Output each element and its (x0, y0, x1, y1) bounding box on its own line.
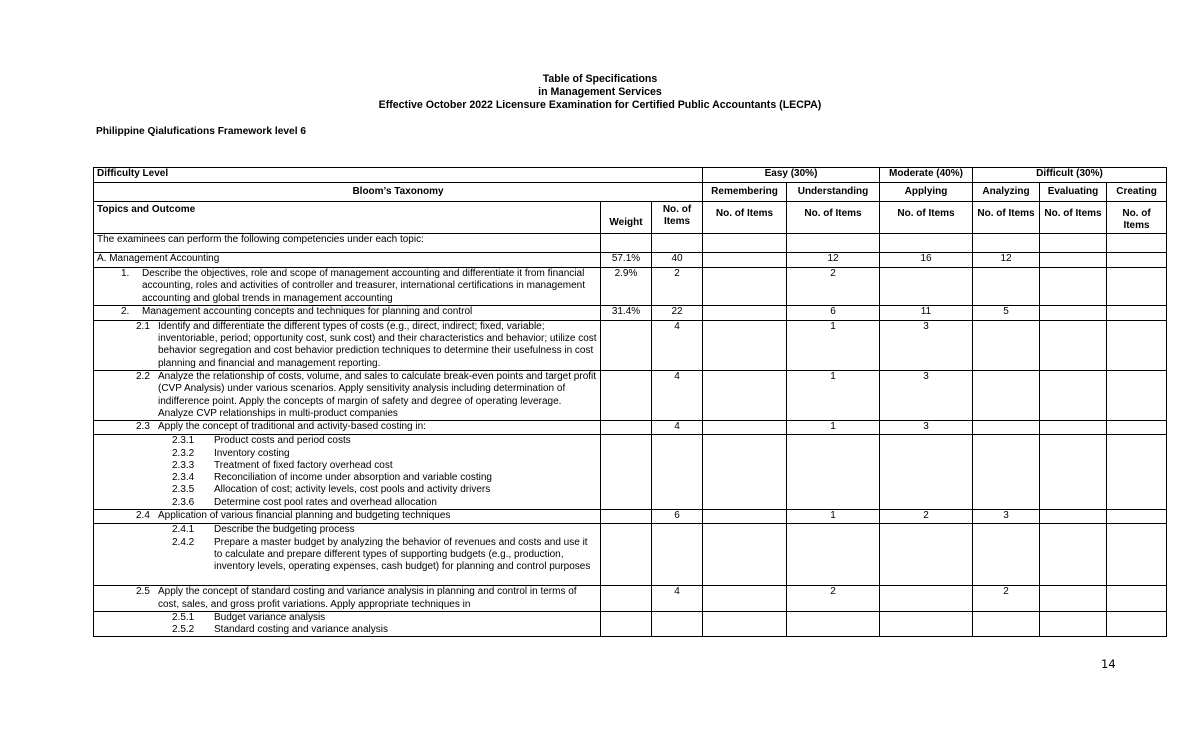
item-text: Standard costing and variance analysis (214, 624, 388, 636)
table-row (94, 253, 1167, 268)
item-number: 2.3.3 (172, 459, 195, 471)
table-row (94, 510, 1167, 524)
understanding-cell: 1 (787, 510, 880, 524)
item-number: 2.3.6 (172, 496, 195, 508)
item-number: 2.4 (136, 510, 150, 522)
items-cell: 6 (652, 510, 703, 524)
item-text: Identify and differentiate the different types of costs (e.g., direct, indirect; fixed, variable; inventoriable, period; opportunity cost, sunk cost) and their characteristics and behavior; utilize cost behavior segregation and cost behavior prediction techniques to determine their usefulness in cost planning and financial and management reporting. (158, 320, 597, 369)
item-number: 2.5.2 (172, 624, 195, 636)
item-number: 2.1 (136, 320, 150, 332)
item-number: 2.4.1 (172, 524, 195, 536)
item-number: 2. (121, 305, 130, 317)
taxonomy-row (94, 183, 1167, 202)
blooms-taxonomy-label: Bloom’s Taxonomy (94, 183, 703, 202)
table-row (94, 305, 1167, 320)
topic-2-2 (94, 371, 601, 421)
table-row (94, 320, 1167, 370)
topic-2-4 (94, 510, 601, 524)
item-text: Inventory costing (214, 447, 290, 459)
topics-header: Topics and Outcome (94, 202, 601, 234)
items-cell: 22 (652, 305, 703, 320)
understanding-cell: 2 (787, 586, 880, 612)
understanding-header: Understanding (787, 183, 880, 202)
intro-text: The examinees can perform the following competencies under each topic: (94, 234, 601, 253)
table-row (94, 268, 1167, 306)
applying-cell: 3 (880, 320, 973, 370)
difficulty-label: Difficulty Level (94, 168, 703, 183)
analyzing-cell: 12 (973, 253, 1040, 268)
item-number: 2.2 (136, 371, 150, 383)
difficulty-row (94, 168, 1167, 183)
item-text: Describe the objectives, role and scope of management accounting and differentiate it from financial accounting, roles and activities of controller and treasurer, international certifications in management accounting and global trends in management accounting (142, 268, 586, 304)
title-line-3: Effective October 2022 Licensure Examination for Certified Public Accountants (LECPA) (378, 99, 822, 111)
items-cell: 4 (652, 586, 703, 612)
item-text: Prepare a master budget by analyzing the behavior of revenues and costs and use it to calculate and prepare different types of supporting budgets (e.g., production, inventory levels, operating expenses, cash budget) for planning and control purposes (214, 536, 591, 573)
item-number: 2.3 (136, 421, 150, 433)
item-number: 2.3.5 (172, 484, 195, 496)
items-cell: 4 (652, 421, 703, 435)
item-text: Product costs and period costs (214, 435, 351, 447)
items-header: No. of Items (652, 202, 703, 234)
item-number: 1. (121, 268, 130, 279)
item-text: Analyze the relationship of costs, volume, and sales to calculate break-even points and target profit (CVP Analysis) under various scenarios. Apply sensitivity analysis including determination of indifference point. Apply the concepts of margin of safety and degree of operating leverage. Analyze CVP relationships in multi-product companies (158, 371, 597, 419)
table-row (94, 586, 1167, 612)
topic-a: A. Management Accounting (94, 253, 601, 268)
weight-cell: 57.1% (601, 253, 652, 268)
difficult-header: Difficult (30%) (973, 168, 1167, 183)
item-number: 2.3.1 (172, 435, 195, 447)
applying-cell: 16 (880, 253, 973, 268)
topic-2 (94, 305, 601, 320)
creating-items-header: No. of Items (1107, 202, 1167, 234)
analyzing-cell: 5 (973, 305, 1040, 320)
topic-2-3-subitems (94, 435, 601, 510)
analyzing-header: Analyzing (973, 183, 1040, 202)
item-number: 2.3.2 (172, 447, 195, 459)
intro-row (94, 234, 1167, 253)
item-text: Describe the budgeting process (214, 524, 355, 536)
item-number: 2.5 (136, 586, 150, 598)
item-number: 2.3.4 (172, 472, 195, 484)
title-line-1: Table of Specifications (542, 73, 658, 85)
evaluating-items-header: No. of Items (1040, 202, 1107, 234)
understanding-items-header: No. of Items (787, 202, 880, 234)
applying-cell: 11 (880, 305, 973, 320)
topic-2-1 (94, 320, 601, 370)
applying-items-header: No. of Items (880, 202, 973, 234)
applying-header: Applying (880, 183, 973, 202)
table-row (94, 611, 1167, 637)
topic-2-3 (94, 421, 601, 435)
understanding-cell: 2 (787, 268, 880, 306)
analyzing-items-header: No. of Items (973, 202, 1040, 234)
specifications-table (93, 167, 1167, 637)
table-row (94, 435, 1167, 510)
topic-1 (94, 268, 601, 306)
table-row (94, 371, 1167, 421)
applying-cell: 3 (880, 421, 973, 435)
analyzing-cell: 2 (973, 586, 1040, 612)
item-text: Allocation of cost; activity levels, cost pools and activity drivers (214, 484, 491, 496)
applying-cell: 2 (880, 510, 973, 524)
item-number: 2.4.2 (172, 536, 195, 548)
evaluating-header: Evaluating (1040, 183, 1107, 202)
items-cell: 2 (652, 268, 703, 306)
easy-header: Easy (30%) (703, 168, 880, 183)
moderate-header: Moderate (40%) (880, 168, 973, 183)
framework-label: Philippine Qialufications Framework level 6 (96, 126, 307, 137)
topic-2-5 (94, 586, 601, 612)
items-cell: 4 (652, 320, 703, 370)
table-row (94, 524, 1167, 586)
understanding-cell: 6 (787, 305, 880, 320)
page-number: 14 (1101, 657, 1116, 671)
weight-cell: 2.9% (601, 268, 652, 306)
items-cell: 40 (652, 253, 703, 268)
item-text: Apply the concept of standard costing and variance analysis in planning and control in terms of cost, sales, and gross profit variations. Apply appropriate techniques in (158, 586, 577, 610)
understanding-cell: 12 (787, 253, 880, 268)
weight-cell: 31.4% (601, 305, 652, 320)
item-text: Reconciliation of income under absorption and variable costing (214, 472, 492, 484)
item-text: Determine cost pool rates and overhead allocation (214, 496, 437, 508)
applying-cell: 3 (880, 371, 973, 421)
items-cell: 4 (652, 371, 703, 421)
column-header-row (94, 202, 1167, 234)
understanding-cell: 1 (787, 320, 880, 370)
table-row (94, 421, 1167, 435)
analyzing-cell: 3 (973, 510, 1040, 524)
weight-header: Weight (601, 202, 652, 234)
creating-header: Creating (1107, 183, 1167, 202)
understanding-cell: 1 (787, 371, 880, 421)
topic-2-5-subitems (94, 611, 601, 637)
item-text: Application of various financial planning and budgeting techniques (158, 510, 451, 522)
topic-2-4-subitems (94, 524, 601, 586)
title-line-2: in Management Services (538, 86, 662, 98)
item-number: 2.5.1 (172, 611, 195, 623)
item-text: Management accounting concepts and techniques for planning and control (142, 305, 473, 317)
item-text: Budget variance analysis (214, 611, 326, 623)
remembering-header: Remembering (703, 183, 787, 202)
item-text: Treatment of fixed factory overhead cost (214, 459, 393, 471)
remembering-items-header: No. of Items (703, 202, 787, 234)
understanding-cell: 1 (787, 421, 880, 435)
item-text: Apply the concept of traditional and activity-based costing in: (158, 421, 426, 433)
